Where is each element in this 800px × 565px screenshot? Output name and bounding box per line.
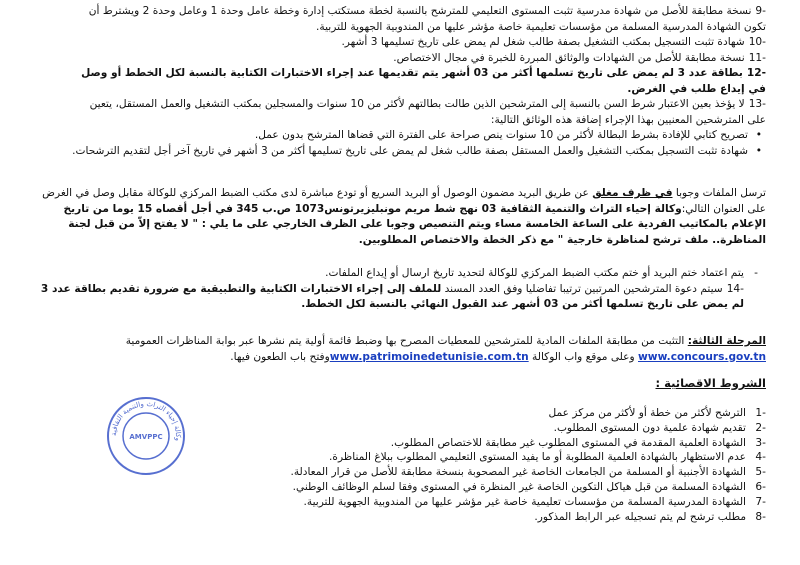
bullet-item: • شهادة تثبت التسجيل بمكتب التشغيل والعمل المستقل بصفة طالب شغل لم يمض على تاريخ تسليمها أكثر من 3 أشهر في تاريخ آخر أجل لتقديم الترشحات. xyxy=(72,144,762,157)
stage-three-label: المرحلة الثالثة: xyxy=(687,335,766,347)
submission-notes xyxy=(40,266,766,313)
exclusion-item: -2 تقديم شهادة علمية دون المستوى المطلوب. xyxy=(553,421,766,434)
svg-text:وكالة إحياء التراث والتنمية ال: وكالة إحياء التراث والتنمية الثقافية xyxy=(109,399,183,442)
bullet-item: • تصريح كتابي للإفادة بشرط البطالة لأكثر من 10 سنوات ينص صراحة على الفترة التي قضاها المترشح بدون عمل. xyxy=(254,129,762,141)
stamp-seal-icon xyxy=(106,396,186,476)
exclusion-item: -7 الشهادة المدرسية المسلمة من مؤسسات تعليمية خاصة غير مؤشر عليها من المندوبية الجهوية للتربية. xyxy=(303,495,766,508)
exclusion-item: -6 الشهادة المسلمة من قبل هياكل التكوين الخاصة غير المنظرة في المستوى وفقا لسلم الوظائف الوطني. xyxy=(292,480,766,493)
item-9: -9نسخة مطابقة للأصل من شهادة مدرسية تثبت المستوى التعليمي للمترشح بالنسبة لخطة مستكتب إدارة وخطة عامل وحدة 1 وعامل وحدة 2 ويشترط أن تكون الشهادة المدرسية المسلمة من مؤسسات تعليمية خاصة مؤشر عليها من المندوبية الجهوية للتربية. xyxy=(88,5,766,33)
concours-link[interactable]: www.concours.gov.tn xyxy=(638,350,766,363)
stamp-center-text: AMVPPC xyxy=(129,433,163,441)
exclusion-item: -3 الشهادة العلمية المقدمة في المستوى المطلوب غير مطابقة للاختصاص المطلوب. xyxy=(390,436,766,449)
dash-item: - يتم اعتماد ختم البريد أو ختم مكتب الضبط المركزي للوكالة لتحديد تاريخ ارسال أو إيداع الملفات. xyxy=(325,267,758,279)
exclusion-item: -1 الترشح لأكثر من خطة أو لأكثر من مركز عمل xyxy=(548,407,766,419)
exclusion-item: -5 الشهادة الأجنبية أو المسلمة من الجامعات الخاصة غير المصحوبة بنسخة مطابقة للأصل من قرار المعادلة. xyxy=(290,466,766,479)
item-10: -10شهادة تثبت التسجيل بمكتب التشغيل بصفة طالب شغل لم يمض على تاريخ تسليمها 3 أشهر. xyxy=(341,36,766,48)
exclusion-heading: الشروط الاقصائية : xyxy=(655,376,766,390)
send-instructions: ترسل الملفات وجوبا في ظرف مغلق عن طريق البريد مضمون الوصول أو البريد السريع أو تودع مباشرة لدى مكتب الضبط المركزي للوكالة مقابل وصل في الغرض على العنوان التالي:وكالة إحياء التراث والتنمية الثقافية 03 نهج شط مريم مونبليزيرتونس1073 ص.ب 345 في أجل أقصاه 15 يوما من تاريخ الإعلام بالمكاتيب الفردية على الساعة الخامسة مساء ويتم التنصيص وجوبا على الظرف الخارجي على ما يلي : " لا يفتح إلاّ من قبل لجنة المناظرة.. ملف ترشح لمناظرة خارجية " مع ذكر الخطة والاختصاص المطلوبين. xyxy=(42,187,766,246)
patrimoine-link[interactable]: www.patrimoinedetunisie.com.tn xyxy=(329,350,529,363)
exclusion-item: -4 عدم الاستظهار بالشهادة العلمية المطلوبة أو ما يفيد المستوى التعليمي المطلوب ببلاغ المناظرة. xyxy=(329,451,766,464)
exclusion-section xyxy=(70,376,766,390)
item-11: -11نسخة مطابقة للأصل من الشهادات والوثائق المبررة للخبرة في مجال الاختصاص. xyxy=(393,51,766,64)
exclusion-item: -8 مطلب ترشح لم يتم تسجيله عبر الرابط المذكور. xyxy=(534,510,766,523)
item-12: -12بطاقة عدد 3 لم يمض على تاريخ تسلمها أكثر من 03 أشهر يتم تقديمها عند إجراء الاختبارات الكتابية بالنسبة لكل الخطط أو وصل في إيداع طلب في الغرض. xyxy=(81,67,766,95)
requirements-list xyxy=(70,4,766,159)
stage-three: المرحلة الثالثة: التثبت من مطابقة الملفات المادية للمترشحين للمعطيات المصرح بها وضبط قائمة أولية يتم نشرها عبر بوابة المناظرات العمومية www.concours.gov.tn وعلى موقع واب الوكالة www.patrimoinedetunisie.com.tnوفتح باب الطعون فيها. xyxy=(125,335,766,363)
item-13: -13لا يؤخذ بعين الاعتبار شرط السن بالنسبة إلى المترشحين الذين طالت بطالتهم لأكثر من 10 سنوات والمسجلين بمكتب التشغيل والعمل المستقل، يتعين على المترشحين المعنيين بهذا الإجراء إضافة هذه الوثائق التالية: xyxy=(89,98,766,126)
exclusion-list xyxy=(220,406,766,524)
item-14: -14سيتم دعوة المترشحين المرتبين ترتيبا تفاضليا وفق العدد المسند للملف إلى إجراء الاختبارات الكتابية والتطبيقية مع ضرورة تقديم بطاقة عدد 3 لم يمض على تاريخ تسلمها أكثر من 03 أشهر عند القبول النهائي بالنسبة لكل الخطط. xyxy=(40,282,744,310)
official-stamp xyxy=(106,396,186,476)
